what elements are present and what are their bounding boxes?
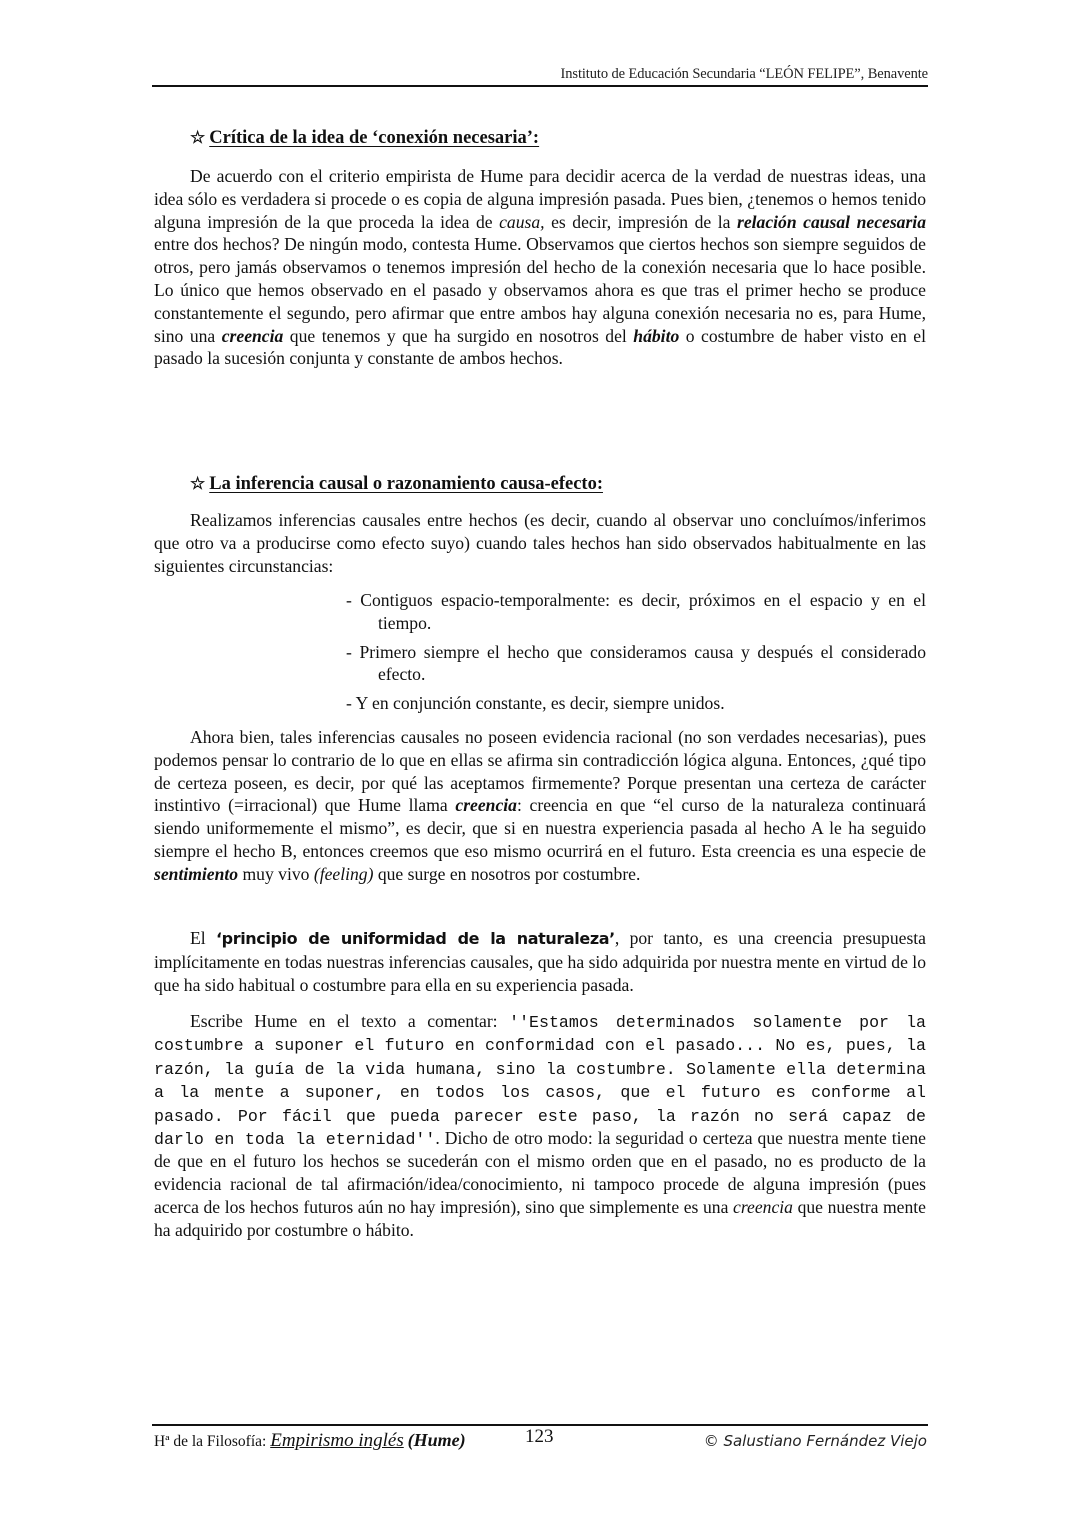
text-run: muy vivo bbox=[238, 863, 314, 884]
emphasis-causa: causa, bbox=[499, 211, 545, 232]
section-body-inferencia bbox=[154, 726, 926, 886]
hume-quote: ''Estamos determinados solamente por la costumbre a suponer el futuro en conformidad con el pasado... No es, pues, la razón, la guía de la vida humana, sino la costumbre. Solamente ella determina a la mente a suponer, en todos los casos, que el futuro es conforme al pasado. Por fácil que pueda parecer este paso, la razón no será capaz de darlo en toda la eternidad'' bbox=[154, 1013, 926, 1150]
section-heading-conexion-necesaria bbox=[190, 128, 539, 149]
text-run: , por tanto, es una creencia presupuesta implícitamente en todas nuestras inferencias causales, que ha sido adquirida por nuestra mente en virtud de lo que ha sido habitual o costumbre para ella en su experiencia pasada. bbox=[154, 928, 926, 995]
list-item: - Primero siempre el hecho que consideramos causa y después el considerado efecto. bbox=[346, 641, 926, 685]
emphasis-relacion-causal: relación causal necesaria bbox=[736, 211, 926, 232]
circumstances-list bbox=[346, 589, 926, 721]
text-run: que tenemos y que ha surgido en nosotros del bbox=[283, 325, 634, 346]
page-number: 123 bbox=[525, 1426, 554, 1447]
emphasis-creencia: creencia bbox=[221, 325, 284, 346]
section-heading-inferencia-causal bbox=[190, 474, 603, 495]
footer-author: (Hume) bbox=[407, 1430, 466, 1450]
footer-subject: Empirismo inglés bbox=[270, 1430, 404, 1451]
emphasis-feeling: (feeling) bbox=[313, 863, 374, 884]
text-run: es decir, impresión de la bbox=[544, 211, 737, 232]
text-run: . Dicho de otro modo: la seguridad o certeza que nuestra mente tiene de que en el futuro los hechos se sucederán con el mismo orden que en el pasado, no es producto de la evidencia racional de tal afirmación/idea/conocimiento, ni tampoco procede de alguna impresión (pues acerca de los hechos futuros aún no hay impresión), sino que simplemente es una bbox=[154, 1128, 926, 1218]
section-body-conexion-necesaria bbox=[154, 165, 926, 370]
section-heading-text: La inferencia causal o razonamiento causa-efecto: bbox=[209, 474, 603, 494]
list-item: - Contiguos espacio-temporalmente: es decir, próximos en el espacio y en el tiempo. bbox=[346, 590, 926, 633]
star-outline-icon: ☆ bbox=[190, 128, 206, 147]
emphasis-habito: hábito bbox=[633, 325, 680, 346]
emphasis-creencia: creencia bbox=[733, 1197, 793, 1218]
section-body-cita bbox=[154, 1010, 926, 1242]
header-divider bbox=[152, 85, 928, 87]
text-run: El bbox=[190, 928, 216, 948]
paragraph bbox=[154, 927, 926, 996]
header-institution: Instituto de Educación Secundaria “LEÓN FELIPE”, Benavente bbox=[560, 66, 928, 82]
footer-copyright: © Salustiano Fernández Viejo bbox=[703, 1432, 927, 1450]
text-run: entre dos hechos? De ningún modo, contesta Hume. Observamos que ciertos hechos son siempre seguidos de otros, pero jamás observamos o tenemos impresión del hecho de la conexión necesaria que lo hace posible. Lo único que hemos observado en el pasado y observamos ahora es que tras el primer hecho se produce constantemente el segundo, pero afirmar que entre ambos hay alguna conexión necesaria no es, para Hume, sino una bbox=[154, 234, 926, 346]
paragraph bbox=[154, 1010, 926, 1242]
list-item: - Y en conjunción constante, es decir, siempre unidos. bbox=[346, 693, 725, 714]
footer-prefix: Hª de la Filosofía: bbox=[154, 1433, 271, 1450]
emphasis-sentimiento: sentimiento bbox=[154, 863, 239, 884]
emphasis-principio-uniformidad: ‘principio de uniformidad de la naturaleza’ bbox=[215, 929, 615, 948]
text-run: : creencia en que “el curso de la naturaleza continuará siendo uniformemente el mismo”, es decir, que si en nuestra experiencia pasada al hecho A le ha seguido siempre el hecho B, entonces creemos que eso mismo ocurrirá en el futuro. Esta creencia es una especie de bbox=[154, 795, 926, 861]
footer-course bbox=[154, 1430, 466, 1452]
text-run: o costumbre de haber visto en el pasado la sucesión conjunta y constante de ambos hechos. bbox=[154, 325, 927, 369]
emphasis-creencia: creencia bbox=[455, 795, 517, 816]
section-heading-text: Crítica de la idea de ‘conexión necesaria’: bbox=[209, 128, 540, 148]
section-intro bbox=[154, 509, 926, 577]
star-outline-icon: ☆ bbox=[190, 474, 206, 493]
paragraph: Realizamos inferencias causales entre hechos (es decir, cuando al observar uno concluímos/inferimos que otro va a producirse como efecto suyo) cuando tales hechos han sido observados habitualmente en las siguientes circunstancias: bbox=[154, 510, 926, 576]
text-run: que nuestra mente ha adquirido por costumbre o hábito. bbox=[154, 1197, 926, 1240]
text-run: Ahora bien, tales inferencias causales no poseen evidencia racional (no son verdades necesarias), pues podemos pensar lo contrario de lo que en ellas se afirma sin contradicción lógica alguna. Entonces, ¿qué tipo de certeza poseen, es decir, por qué las aceptamos firmemente? Porque presentan una certeza de carácter instintivo (=irracional) que Hume llama bbox=[154, 727, 926, 816]
paragraph bbox=[154, 726, 926, 886]
section-body-principio bbox=[154, 927, 926, 996]
text-run: Escribe Hume en el texto a comentar: bbox=[190, 1011, 510, 1031]
text-run: que surge en nosotros por costumbre. bbox=[373, 863, 641, 884]
paragraph bbox=[154, 165, 926, 370]
text-run: De acuerdo con el criterio empirista de Hume para decidir acerca de la verdad de nuestras ideas, una idea sólo es verdadera si procede o es copia de alguna impresión pasada. Pues bien, ¿tenemos o hemos tenido alguna impresión de la que proceda la idea de bbox=[154, 166, 926, 232]
